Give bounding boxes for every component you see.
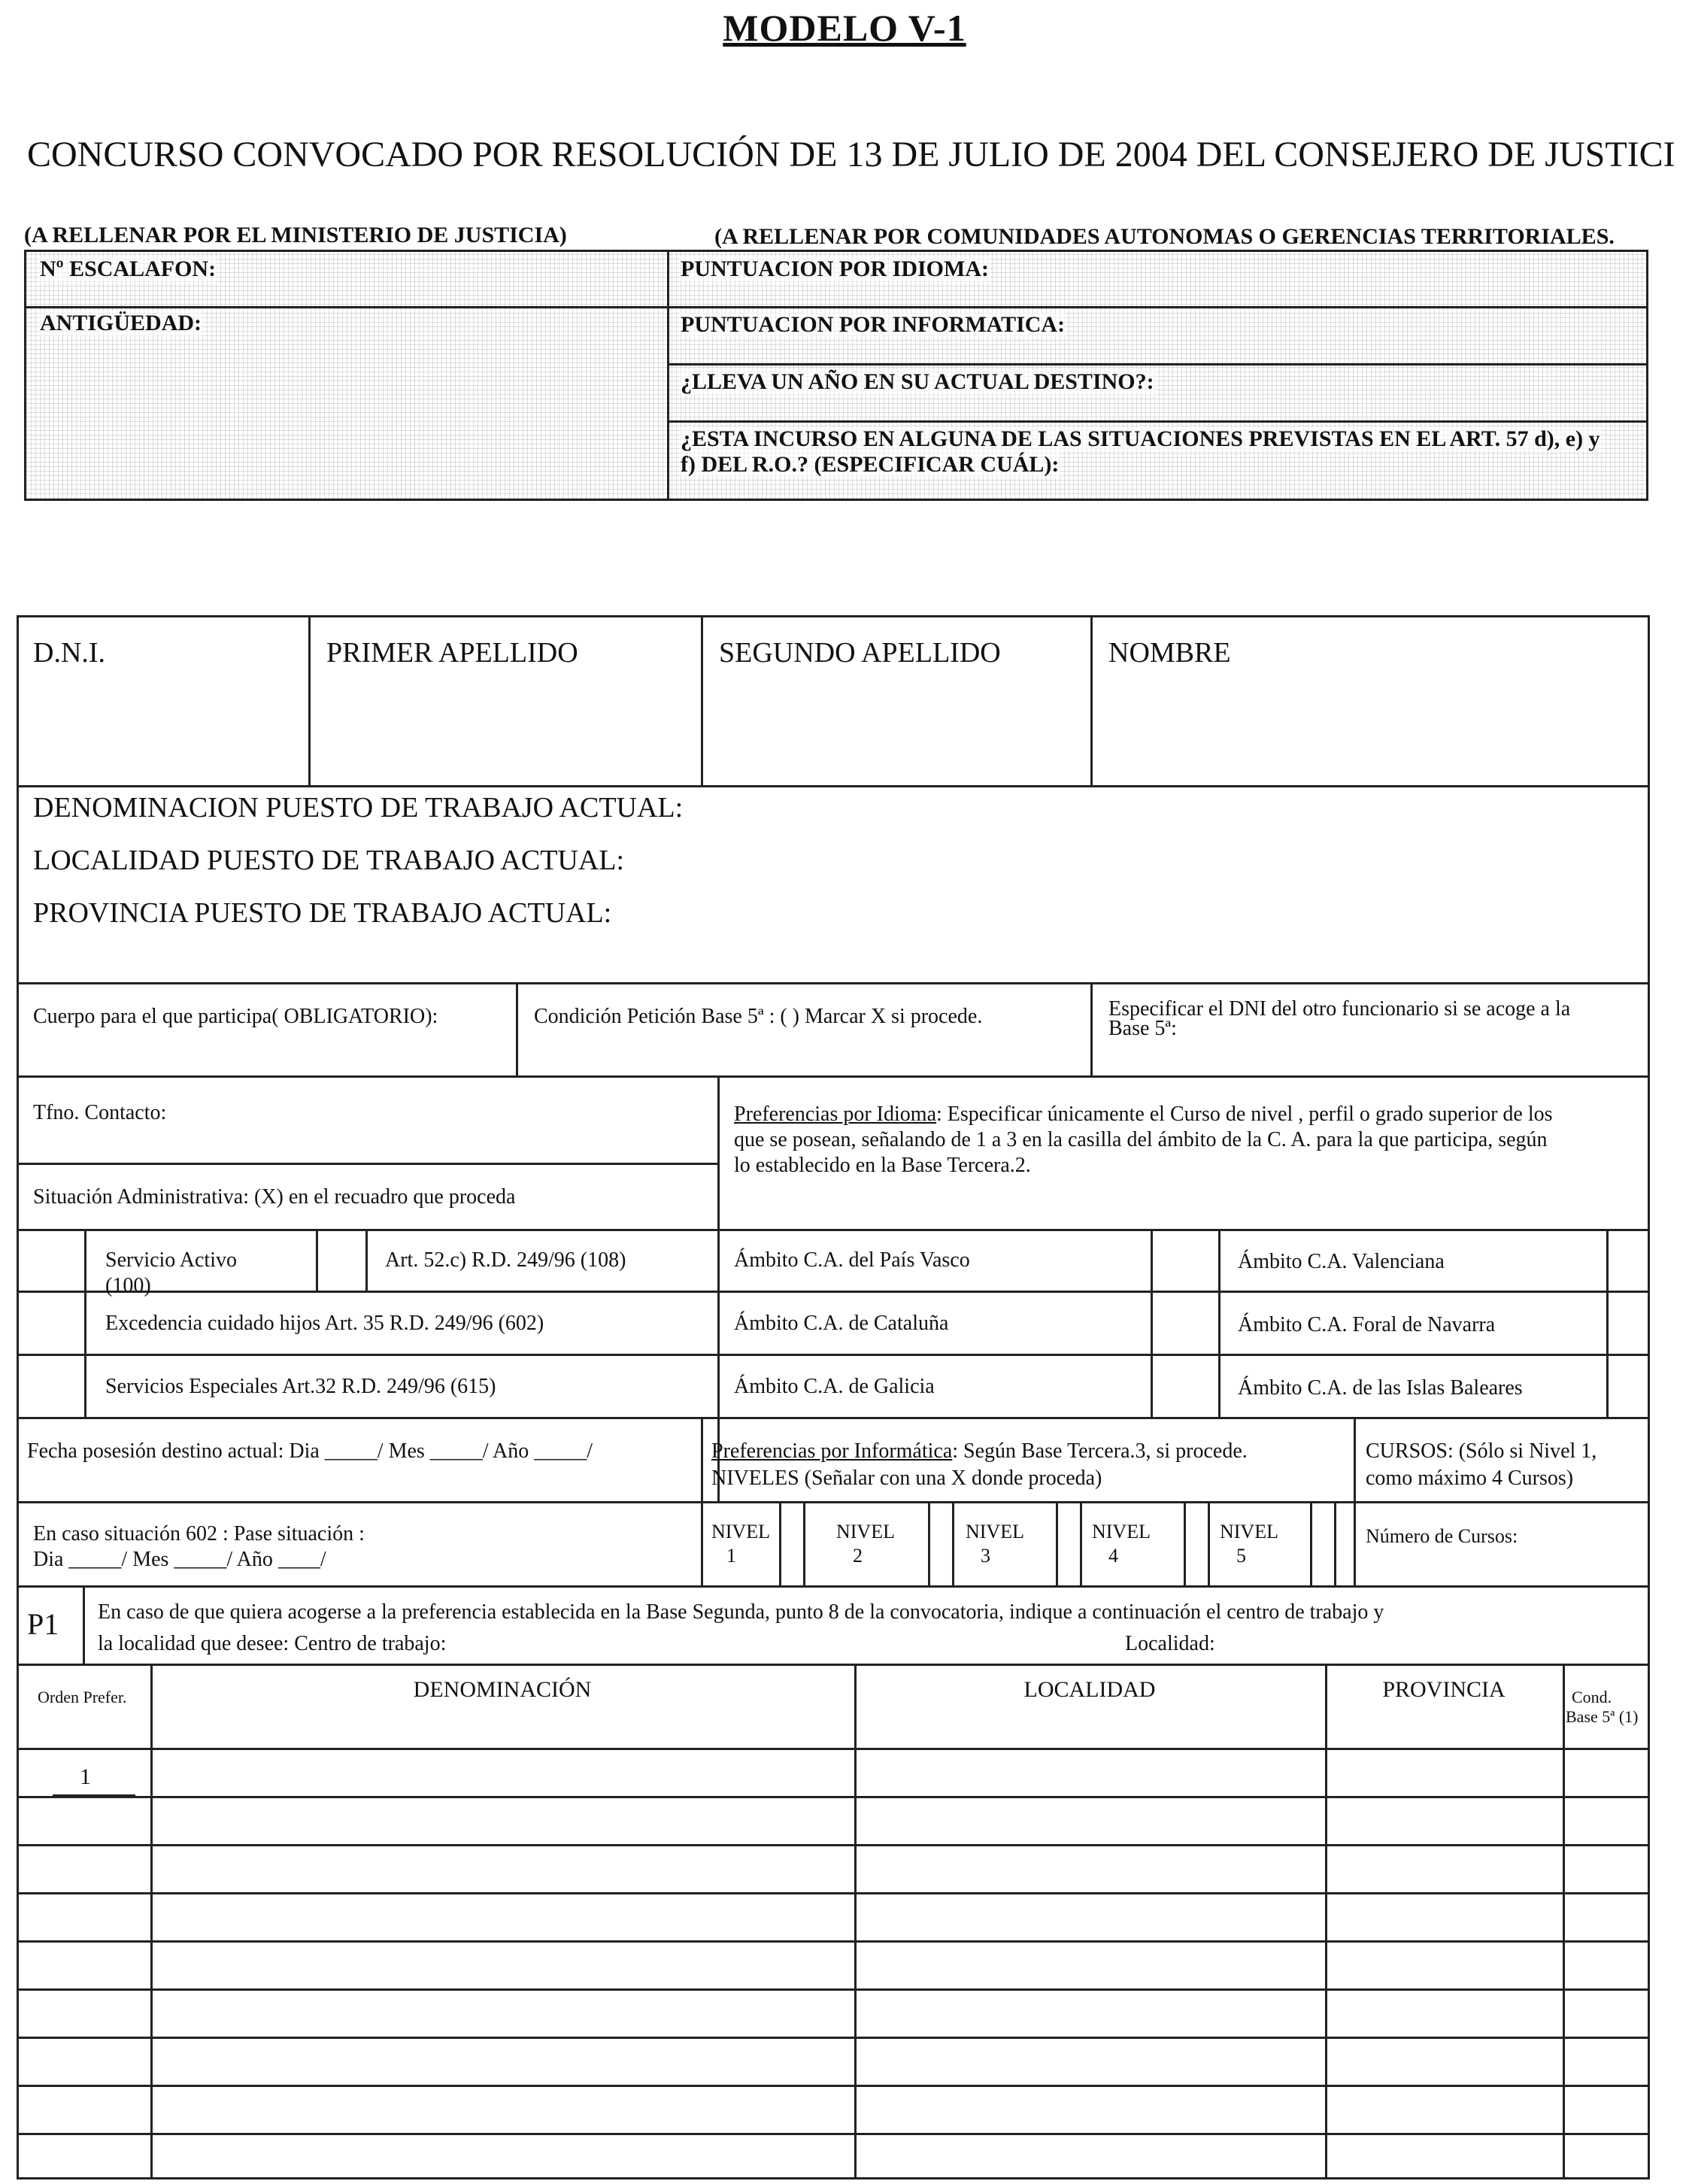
col-divider xyxy=(516,982,518,1075)
ambito-galicia-label: Ámbito C.A. de Galicia xyxy=(734,1375,935,1398)
table-col xyxy=(854,1664,857,2179)
nivel-4-number: 4 xyxy=(1108,1545,1118,1567)
rule-situacion xyxy=(17,1229,1650,1231)
art52-label: Art. 52.c) R.D. 249/96 (108) xyxy=(385,1248,626,1272)
rule-602 xyxy=(17,1585,1650,1588)
nivel-box-line xyxy=(1080,1501,1082,1585)
ambito-baleares-label: Ámbito C.A. de las Islas Baleares xyxy=(1238,1376,1523,1400)
table-row-line xyxy=(17,1892,1650,1894)
nivel-5-label: NIVEL xyxy=(1220,1521,1278,1542)
denominacion-puesto-label: DENOMINACION PUESTO DE TRABAJO ACTUAL: xyxy=(33,792,684,824)
header-cond-2: Base 5ª (1) xyxy=(1566,1707,1639,1726)
nivel-box-line xyxy=(1334,1501,1336,1585)
col-divider xyxy=(1090,615,1093,785)
col-divider xyxy=(717,1075,720,1501)
orden-row-1: 1 xyxy=(80,1764,91,1789)
admin-box xyxy=(24,250,1648,501)
comunidades-header: (A RELLENAR POR COMUNIDADES AUTONOMAS O GERENCIAS TERRITORIALES. xyxy=(714,224,1615,249)
informatica-heading: Preferencias por Informática xyxy=(711,1439,953,1463)
ministerio-header: (A RELLENAR POR EL MINISTERIO DE JUSTICIA) xyxy=(24,223,567,247)
table-col xyxy=(150,1664,153,2179)
puntuacion-idioma-label: PUNTUACION POR IDIOMA: xyxy=(681,256,989,281)
nivel-box-line xyxy=(928,1501,930,1585)
p1-text-1: En caso de que quiera acogerse a la preferencia establecida en la Base Segunda, punto 8 de la convocatoria, indique a continuación el centro de trabajo y xyxy=(98,1600,1384,1624)
nivel-box-line xyxy=(1208,1501,1210,1585)
table-col xyxy=(1325,1664,1327,2179)
nivel-box-line xyxy=(1184,1501,1186,1585)
dni-label: D.N.I. xyxy=(33,637,106,669)
col-divider xyxy=(308,615,311,785)
checkbox-col xyxy=(84,1229,86,1417)
puntuacion-informatica-label: PUNTUACION POR INFORMATICA: xyxy=(681,312,1066,337)
col-divider xyxy=(701,615,703,785)
primer-apellido-label: PRIMER APELLIDO xyxy=(326,637,578,669)
p1-text-2: la localidad que desee: Centro de trabajo: xyxy=(98,1632,447,1655)
rule-row-2 xyxy=(17,1354,1650,1356)
nivel-box-line xyxy=(803,1501,805,1585)
antiguedad-label: ANTIGÜEDAD: xyxy=(40,311,202,335)
nivel-4-label: NIVEL xyxy=(1092,1521,1151,1542)
excedencia-label: Excedencia cuidado hijos Art. 35 R.D. 249/96 (602) xyxy=(105,1312,544,1335)
nivel-1-label: NIVEL xyxy=(711,1521,770,1542)
checkbox-col xyxy=(365,1229,368,1291)
header-denominacion: DENOMINACIÓN xyxy=(413,1677,592,1702)
nivel-3-label: NIVEL xyxy=(966,1521,1024,1542)
situacion-label: Situación Administrativa: (X) en el recuadro que proceda xyxy=(33,1185,516,1209)
informatica-text-1: : Según Base Tercera.3, si procede. xyxy=(952,1439,1248,1463)
cursos-label-2: como máximo 4 Cursos) xyxy=(1366,1467,1574,1490)
table-row-line xyxy=(17,2085,1650,2087)
especificar-dni-label-2: Base 5ª: xyxy=(1108,1017,1177,1040)
table-row-line xyxy=(17,1796,1650,1798)
col-divider xyxy=(1090,982,1093,1075)
checkbox-col xyxy=(1151,1229,1153,1417)
table-col xyxy=(1563,1664,1565,2179)
page-subtitle: CONCURSO CONVOCADO POR RESOLUCIÓN DE 13 DE JULIO DE 2004 DEL CONSEJERO DE JUSTICI xyxy=(27,135,1675,174)
table-row-line xyxy=(17,2133,1650,2135)
checkbox-col xyxy=(1218,1229,1221,1417)
idioma-line-1 xyxy=(734,1103,1553,1127)
col-divider xyxy=(701,1417,703,1585)
nivel-box-line xyxy=(1310,1501,1312,1585)
page-title: MODELO V-1 xyxy=(723,7,966,49)
admin-rule xyxy=(667,420,1646,423)
table-row-line xyxy=(17,1940,1650,1943)
rule-row-1 xyxy=(17,1291,1650,1293)
p1-label: P1 xyxy=(27,1607,59,1641)
servicio-activo-code: (100) xyxy=(105,1274,151,1297)
provincia-puesto-label: PROVINCIA PUESTO DE TRABAJO ACTUAL: xyxy=(33,897,612,929)
col-divider xyxy=(1354,1417,1356,1585)
admin-rule xyxy=(667,306,1646,308)
rule-row-3 xyxy=(17,1417,1650,1419)
nivel-box-line xyxy=(779,1501,781,1585)
nivel-box-line xyxy=(952,1501,954,1585)
nombre-label: NOMBRE xyxy=(1108,637,1231,669)
nivel-2-label: NIVEL xyxy=(836,1521,895,1542)
lleva-anio-label: ¿LLEVA UN AÑO EN SU ACTUAL DESTINO?: xyxy=(681,369,1154,394)
informatica-line-2: NIVELES (Señalar con una X donde proceda) xyxy=(711,1467,1102,1490)
condicion-peticion-label: Condición Petición Base 5ª : ( ) Marcar X si procede. xyxy=(534,1005,983,1028)
idioma-line-2: que se posean, señalando de 1 a 3 en la casilla del ámbito de la C. A. para la que participa, según xyxy=(734,1128,1548,1151)
rule-personal xyxy=(17,785,1650,787)
table-row-line xyxy=(17,1988,1650,1991)
incurso-label-2: f) DEL R.O.? (ESPECIFICAR CUÁL): xyxy=(681,452,1060,477)
idioma-line-3: lo establecido en la Base Tercera.2. xyxy=(734,1154,1031,1177)
nivel-3-number: 3 xyxy=(981,1545,990,1567)
header-orden: Orden Prefer. xyxy=(38,1688,127,1706)
ambito-cataluna-label: Ámbito C.A. de Cataluña xyxy=(734,1312,949,1335)
header-cond-1: Cond. xyxy=(1572,1688,1612,1706)
p1-divider xyxy=(83,1585,85,1664)
nivel-box-line xyxy=(1056,1501,1058,1585)
fecha-posesion-label: Fecha posesión destino actual: Dia _____/ Mes _____/ Año _____/ xyxy=(27,1439,593,1463)
informatica-line-1 xyxy=(711,1439,1248,1464)
especificar-dni-label-1: Especificar el DNI del otro funcionario si se acoge a la xyxy=(1108,997,1571,1021)
header-provincia: PROVINCIA xyxy=(1382,1677,1506,1702)
orden-underline xyxy=(53,1794,135,1796)
rule-p1 xyxy=(17,1664,1650,1666)
caso-602-label-1: En caso situación 602 : Pase situación : xyxy=(33,1522,365,1545)
segundo-apellido-label: SEGUNDO APELLIDO xyxy=(719,637,1001,669)
numero-cursos-label: Número de Cursos: xyxy=(1366,1525,1518,1547)
servicio-activo-label: Servicio Activo xyxy=(105,1248,237,1272)
admin-rule xyxy=(26,306,667,308)
rule-cuerpo xyxy=(17,1075,1650,1078)
rule-fecha xyxy=(17,1501,1650,1503)
rule-puesto xyxy=(17,982,1650,984)
escalafon-label: Nº ESCALAFON: xyxy=(40,256,217,281)
admin-divider xyxy=(667,252,669,499)
table-row-line xyxy=(17,2037,1650,2039)
idioma-heading: Preferencias por Idioma xyxy=(734,1103,936,1126)
cuerpo-label: Cuerpo para el que participa( OBLIGATORIO): xyxy=(33,1005,438,1028)
nivel-2-number: 2 xyxy=(853,1545,863,1567)
p1-localidad-label: Localidad: xyxy=(1125,1632,1215,1655)
localidad-puesto-label: LOCALIDAD PUESTO DE TRABAJO ACTUAL: xyxy=(33,845,625,876)
rule-contacto xyxy=(17,1163,719,1165)
nivel-5-number: 5 xyxy=(1236,1545,1246,1567)
nivel-1-number: 1 xyxy=(726,1545,736,1567)
ambito-navarra-label: Ámbito C.A. Foral de Navarra xyxy=(1238,1313,1496,1336)
servicios-especiales-label: Servicios Especiales Art.32 R.D. 249/96 (615) xyxy=(105,1375,496,1398)
cursos-label-1: CURSOS: (Sólo si Nivel 1, xyxy=(1366,1439,1597,1463)
ambito-valenciana-label: Ámbito C.A. Valenciana xyxy=(1238,1250,1445,1273)
checkbox-col xyxy=(1606,1229,1609,1417)
incurso-label-1: ¿ESTA INCURSO EN ALGUNA DE LAS SITUACIONES PREVISTAS EN EL ART. 57 d), e) y xyxy=(681,426,1600,451)
caso-602-label-2: Dia _____/ Mes _____/ Año ____/ xyxy=(33,1548,326,1571)
header-localidad: LOCALIDAD xyxy=(1023,1677,1156,1702)
idioma-text-1: : Especificar únicamente el Curso de nivel , perfil o grado superior de los xyxy=(936,1103,1553,1126)
telefono-label: Tfno. Contacto: xyxy=(33,1101,167,1124)
ambito-vasco-label: Ámbito C.A. del País Vasco xyxy=(734,1248,970,1272)
rule-table-header xyxy=(17,1748,1650,1750)
table-row-line xyxy=(17,1844,1650,1846)
admin-rule xyxy=(667,363,1646,366)
checkbox-col xyxy=(316,1229,318,1291)
